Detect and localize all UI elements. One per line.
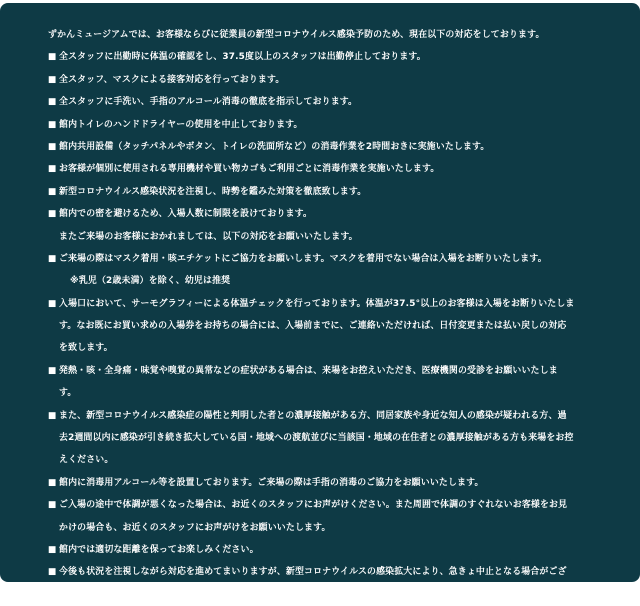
notice-item-text: かけの場合も、お近くのスタッフにお声がけをお願いいたします。	[59, 522, 331, 533]
notice-item	[48, 181, 618, 203]
bullet-square-icon: ■	[48, 500, 57, 511]
notice-item-text: 新型コロナウイルス感染状況を注視し、時勢を鑑みた対策を徹底致します。	[59, 186, 367, 197]
notice-item-text: 館内トイレのハンドドライヤーの使用を中止しております。	[59, 119, 303, 130]
notice-item-text: います。運営状況についてはイベント公式ＨＰ及び公式SNSでご案内いたします。	[59, 589, 396, 600]
notice-item	[48, 136, 618, 158]
notice-item-continuation	[48, 584, 618, 606]
notice-item-continuation	[48, 449, 618, 471]
notice-item-text: 去2週間以内に感染が引き続き拡大している国・地域への渡航並びに当該国・地域の在住者との濃厚接触がある方も来場をお控	[59, 433, 574, 444]
notice-item-continuation	[48, 226, 618, 248]
notice-item-continuation	[48, 382, 618, 404]
bullet-square-icon: ■	[48, 298, 57, 309]
bullet-square-icon: ■	[48, 74, 57, 85]
bullet-square-icon: ■	[48, 141, 57, 152]
notice-item-text: 全スタッフ、マスクによる接客対応を行っております。	[59, 74, 285, 85]
notice-item	[48, 561, 618, 583]
notice-item-text: 館内共用設備（タッチパネルやボタン、トイレの洗面所など）の消毒作業を2時間おきに実施いたします。	[59, 141, 490, 152]
notice-item-text: えください。	[59, 455, 114, 466]
bullet-square-icon: ■	[48, 544, 57, 555]
notice-item-text: またご来場のお客様におかれましては、以下の対応をお願いいたします。	[59, 231, 358, 242]
notice-item	[48, 360, 618, 382]
bullet-square-icon: ■	[48, 209, 57, 220]
notice-item	[48, 494, 618, 516]
notice-intro: ずかんミュージアムでは、お客様ならびに従業員の新型コロナウイルス感染予防のため、現在以下の対応をしております。	[48, 30, 545, 40]
notice-item-text: 入場口において、サーモグラフィーによる体温チェックを行っております。体温が37.5°以上のお客様は入場をお断りいたしま	[59, 298, 575, 309]
bullet-square-icon: ■	[48, 119, 57, 130]
notice-item-continuation	[48, 427, 618, 449]
covid-notice-panel	[0, 3, 640, 600]
notice-item-text: 発熱・咳・全身痛・味覚や嗅覚の異常などの症状がある場合は、来場をお控えいただき、医療機関の受診をお願いいたしま	[59, 365, 558, 376]
notice-item	[48, 539, 618, 561]
bullet-square-icon: ■	[48, 365, 57, 376]
bullet-square-icon: ■	[48, 477, 57, 488]
notice-item-text: す。なお既にお買い求めの入場券をお持ちの場合には、入場前までに、ご連絡いただければ、日付変更または払い戻しの対応	[59, 321, 567, 332]
notice-item-text: お客様が個別に使用される専用機材や買い物カゴもご利用ごとに消毒作業を実施いたします。	[59, 164, 440, 175]
notice-item-continuation	[48, 270, 618, 292]
notice-item-text: 今後も状況を注視しながら対応を進めてまいりますが、新型コロナウイルスの感染拡大により、急きょ中止となる場合がござ	[59, 567, 567, 578]
notice-item-text: ※乳児（2歳未満）を除く、幼児は推奨	[70, 276, 231, 287]
notice-item-text: 館内では適切な距離を保ってお楽しみください。	[59, 544, 259, 555]
notice-item	[48, 114, 618, 136]
bullet-square-icon: ■	[48, 52, 57, 63]
bullet-square-icon: ■	[48, 253, 57, 264]
bullet-square-icon: ■	[48, 186, 57, 197]
bullet-square-icon: ■	[48, 410, 57, 421]
bullet-square-icon: ■	[48, 164, 57, 175]
notice-item-text: す。	[59, 388, 77, 399]
notice-item	[48, 203, 618, 225]
notice-item	[48, 69, 618, 91]
notice-item	[48, 158, 618, 180]
notice-item	[48, 46, 618, 68]
notice-item-text: 全スタッフに手洗い、手指のアルコール消毒の徹底を指示しております。	[59, 97, 358, 108]
notice-item-text: 全スタッフに出勤時に体温の確認をし、37.5度以上のスタッフは出勤停止しております。	[59, 52, 426, 63]
notice-item-text: ご来場の際はマスク着用・咳エチケットにご協力をお願いします。マスクを着用でない場合は入場をお断りいたします。	[59, 253, 547, 264]
notice-item-continuation	[48, 337, 618, 359]
notice-list	[48, 46, 618, 606]
notice-item	[48, 293, 618, 315]
bullet-square-icon: ■	[48, 567, 57, 578]
notice-item	[48, 248, 618, 270]
notice-item-text: 館内に消毒用アルコール等を設置しております。ご来場の際は手指の消毒のご協力をお願いいたします。	[59, 477, 484, 488]
notice-item-text: ご入場の途中で体調が悪くなった場合は、お近くのスタッフにお声がけください。また周囲で体調のすぐれないお客様をお見	[59, 500, 568, 511]
notice-item-continuation	[48, 315, 618, 337]
notice-item	[48, 405, 618, 427]
notice-item-text: また、新型コロナウイルス感染症の陽性と判明した者との濃厚接触がある方、同居家族や身近な知人の感染が疑われる方、過	[59, 410, 567, 421]
notice-item-text: を致します。	[59, 343, 113, 354]
notice-item-continuation	[48, 517, 618, 539]
bullet-square-icon: ■	[48, 97, 57, 108]
notice-item-text: 館内での密を避けるため、入場人数に制限を設けております。	[59, 209, 313, 220]
notice-item	[48, 472, 618, 494]
notice-item	[48, 91, 618, 113]
